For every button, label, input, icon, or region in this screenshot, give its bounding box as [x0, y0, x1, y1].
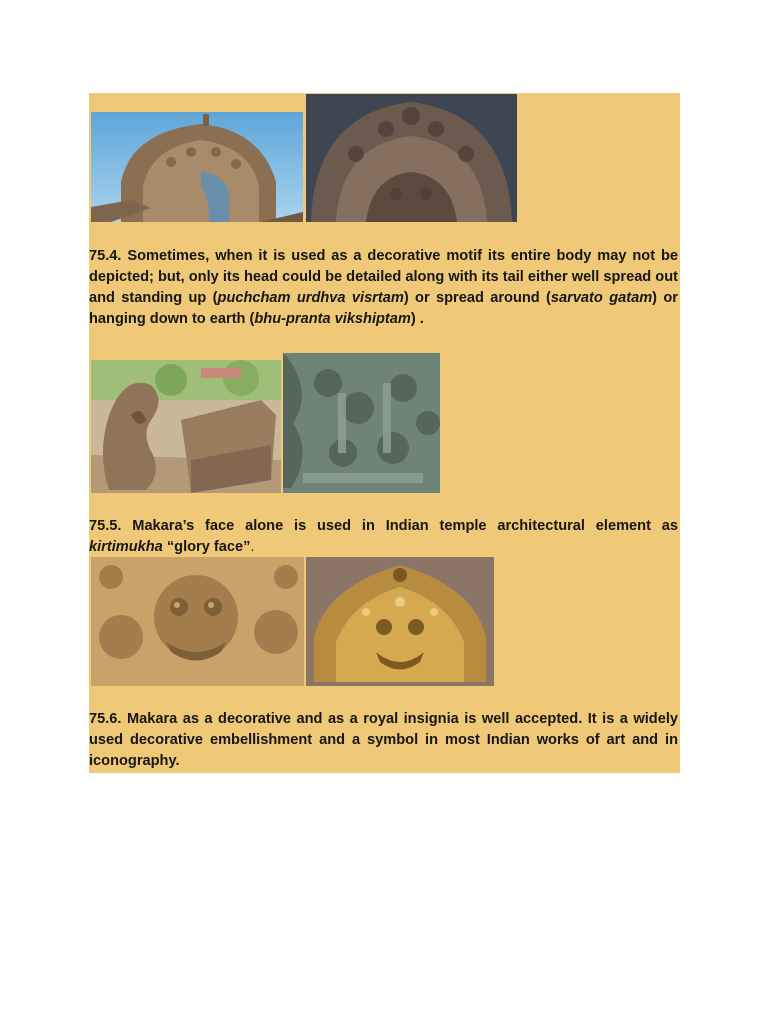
sanskrit-term: puchcham urdhva visrtam: [217, 290, 404, 306]
paragraph-75-5: [89, 516, 678, 558]
relief-panel-photo: [283, 353, 440, 493]
makara-sculpture-photo: [91, 360, 281, 493]
paragraph-text: 75.5. Makara’s face alone is used in Indian temple architectural element as: [89, 518, 678, 534]
carved-tympanum-photo: [306, 94, 517, 222]
sanskrit-term: bhu-pranta vikshiptam: [254, 311, 411, 327]
paragraph-text: 75.6. Makara as a decorative and as a royal insignia is well accepted. It is a widely used decorative embellishment and a symbol in most Indian works of art and in iconography.: [89, 711, 678, 769]
temple-arch-photo: [91, 112, 303, 222]
gilded-mask-photo: [306, 557, 494, 686]
paragraph-text: ) or hanging down to earth (: [89, 290, 678, 327]
paragraph-text: ) .: [410, 311, 424, 327]
paragraph-75-6: [89, 709, 678, 772]
sanskrit-term: sarvato gatam: [550, 290, 653, 306]
paragraph-text: “glory face”: [162, 539, 251, 555]
paragraph-text: .: [250, 539, 255, 555]
kirtimukha-carving-photo: [91, 557, 304, 686]
paragraph-text: 75.4. Sometimes, when it is used as a decorative motif its entire body may not be depicted; but, only its head could be detailed along with its tail either well spread out and standing up (: [89, 248, 678, 306]
sanskrit-term: kirtimukha: [89, 539, 163, 555]
paragraph-text: ) or spread around (: [403, 290, 551, 306]
paragraph-75-4: [89, 246, 678, 330]
